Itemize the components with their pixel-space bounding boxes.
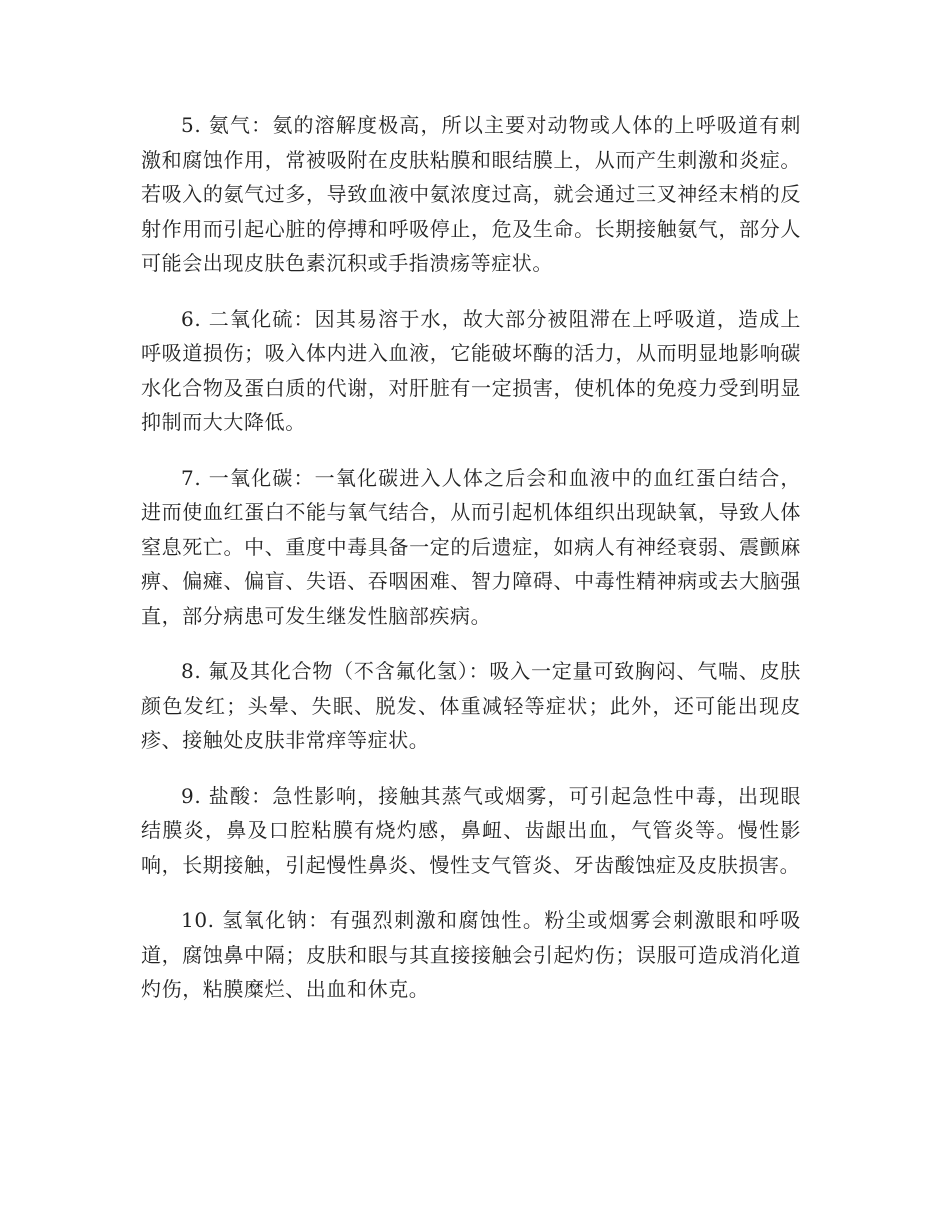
document-page [141,108,801,1028]
paragraph-carbon-monoxide: 7. 一氧化碳：一氧化碳进入人体之后会和血液中的血红蛋白结合，进而使血红蛋白不能与氧气结合，从而引起机体组织出现缺氧，导致人体窒息死亡。中、重度中毒具备一定的后遗症，如病人有神经衰弱、震颤麻痹、偏瘫、偏盲、失语、吞咽困难、智力障碍、中毒性精神病或去大脑强直，部分病患可发生继发性脑部疾病。 [141,465,801,628]
paragraph-hydrochloric-acid: 9. 盐酸：急性影响，接触其蒸气或烟雾，可引起急性中毒，出现眼结膜炎，鼻及口腔粘膜有烧灼感，鼻衄、齿龈出血，气管炎等。慢性影响，长期接触，引起慢性鼻炎、慢性支气管炎、牙齿酸蚀症及皮肤损害。 [141,783,801,877]
paragraph-ammonia: 5. 氨气：氨的溶解度极高，所以主要对动物或人体的上呼吸道有刺激和腐蚀作用，常被吸附在皮肤粘膜和眼结膜上，从而产生刺激和炎症。若吸入的氨气过多，导致血液中氨浓度过高，就会通过三叉神经末梢的反射作用而引起心脏的停搏和呼吸停止，危及生命。长期接触氨气，部分人可能会出现皮肤色素沉积或手指溃疡等症状。 [141,113,801,275]
paragraph-sulfur-dioxide: 6. 二氧化硫：因其易溶于水，故大部分被阻滞在上呼吸道，造成上呼吸道损伤；吸入体内进入血液，它能破坏酶的活力，从而明显地影响碳水化合物及蛋白质的代谢，对肝脏有一定损害，使机体的免疫力受到明显抑制而大大降低。 [141,306,801,434]
paragraph-sodium-hydroxide: 10. 氢氧化钠：有强烈刺激和腐蚀性。粉尘或烟雾会刺激眼和呼吸道，腐蚀鼻中隔；皮肤和眼与其直接接触会引起灼伤；误服可造成消化道灼伤，粘膜糜烂、出血和休克。 [141,908,801,1001]
paragraph-fluorine: 8. 氟及其化合物（不含氟化氢）：吸入一定量可致胸闷、气喘、皮肤颜色发红；头晕、失眠、脱发、体重减轻等症状；此外，还可能出现皮疹、接触处皮肤非常痒等症状。 [141,659,801,752]
